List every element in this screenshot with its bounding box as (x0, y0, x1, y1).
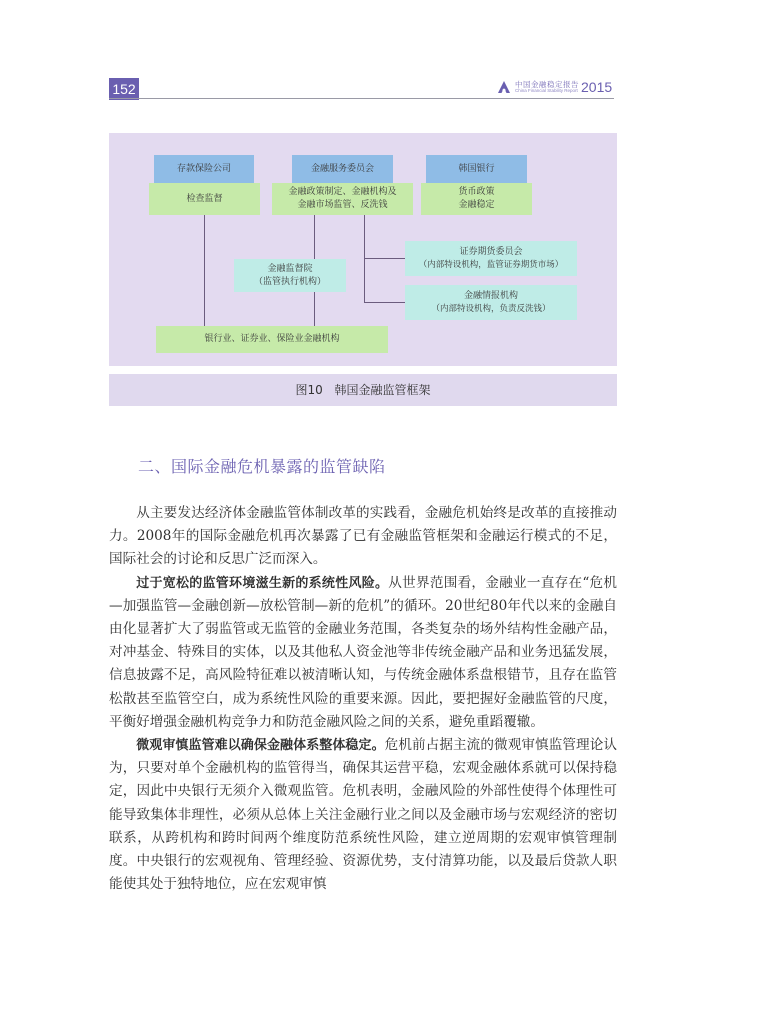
connector-to-sfc (364, 258, 406, 259)
connector-to-kofiu (364, 302, 406, 303)
header-divider (109, 98, 614, 99)
fss-line1: 金融监督院 (267, 263, 313, 274)
financial-institutions-label: 银行业、证券业、保险业金融机构 (204, 334, 340, 344)
body-text (109, 502, 617, 896)
bok-role-line1: 货币政策 (458, 187, 495, 197)
fss-box (234, 259, 346, 292)
fsc-role-box (272, 183, 413, 215)
paragraph-3 (109, 734, 617, 896)
paragraph-3-text: 危机前占据主流的微观审慎监管理论认为，只要对单个金融机构的监管得当，确保其运营平稳，宏观金融体系就可以保持稳定，因此中央银行无须介入微观监管。危机表明，金融风险的外部性使得个体理性可能导致集体非理性，必须从总体上关注金融行业之间以及金融市场与宏观经济的密切联系，从跨机构和跨时间两个维度防范系统性风险，建立逆周期的宏观审慎管理制度。中央银行的宏观视角、管理经验、资源优势，支付清算功能，以及最后贷款人职能使其处于独特地位，应在宏观审慎 (109, 737, 617, 893)
report-logo-icon (497, 80, 511, 94)
bok-role-box (421, 183, 532, 215)
fsc-role-line1: 金融政策制定、金融机构及 (288, 187, 397, 197)
paragraph-2-text: 从世界范围看，金融业一直存在“危机—加强监管—金融创新—放松管制—新的危机”的循环。20世纪80年代以来的金融自由化显著扩大了弱监管或无监管的金融业务范围，各类复杂的场外结构性金融产品，对冲基金、特殊目的实体，以及其他私人资金池等非传统金融产品和业务迅猛发展，信息披露不足，高风险特征难以被清晰认知，与传统金融体系盘根错节，且存在监管松散甚至监管空白，成为系统性风险的重要来源。因此，要把握好金融监管的尺度，平衡好增强金融机构竞争力和防范金融风险之间的关系，避免重蹈覆辙。 (109, 574, 617, 730)
connector-kdic-institutions (204, 213, 205, 326)
paragraph-1-text: 从主要发达经济体金融监管体制改革的实践看，金融危机始终是改革的直接推动力。2008年的国际金融危机再次暴露了已有金融监管框架和金融运行模式的不足，国际社会的讨论和反思广泛而深入。 (109, 505, 617, 568)
page-number: 152 (109, 78, 139, 100)
kdic-label: 存款保险公司 (176, 163, 231, 174)
korea-regulatory-framework-diagram (109, 133, 617, 366)
connector-fsc-fss (314, 213, 315, 265)
figure-number: 图10 (295, 383, 323, 397)
financial-institutions-box (156, 326, 388, 353)
sfc-line2: （内部特设机构，监管证券期货市场） (418, 259, 564, 270)
kdic-box (154, 155, 254, 183)
connector-fss-institutions (314, 288, 315, 326)
kofiu-line2: （内部特设机构，负责反洗钱） (431, 303, 551, 314)
sfc-box (405, 241, 577, 276)
fsc-role-line2: 金融市场监管、反洗钱 (297, 200, 388, 210)
bok-box (426, 155, 527, 183)
sfc-line1: 证券期货委员会 (459, 246, 523, 257)
figure-caption (109, 374, 617, 406)
report-year: 2015 (581, 79, 613, 95)
kdic-role-label: 检查监督 (186, 193, 223, 204)
section-heading: 二、国际金融危机暴露的监管缺陷 (138, 457, 386, 476)
report-title-en: China Financial Stability Report (515, 88, 578, 93)
report-brand (497, 77, 612, 97)
report-title (515, 81, 579, 94)
bok-label: 韩国银行 (458, 163, 495, 174)
paragraph-2 (109, 572, 617, 734)
fss-line2: （监管执行机构） (253, 276, 326, 287)
kdic-role-box (149, 183, 260, 215)
kofiu-line1: 金融情报机构 (463, 290, 518, 301)
kofiu-box (405, 285, 577, 320)
report-title-cn: 中国金融稳定报告 (515, 79, 579, 89)
fsc-label: 金融服务委员会 (310, 163, 374, 174)
paragraph-1 (109, 502, 617, 572)
fsc-box (292, 155, 393, 183)
bok-role-line2: 金融稳定 (458, 200, 495, 210)
paragraph-3-lead: 微观审慎监管难以确保金融体系整体稳定。 (136, 738, 385, 754)
paragraph-2-lead: 过于宽松的监管环境滋生新的系统性风险。 (136, 575, 389, 591)
figure-title: 韩国金融监管框架 (334, 383, 431, 397)
